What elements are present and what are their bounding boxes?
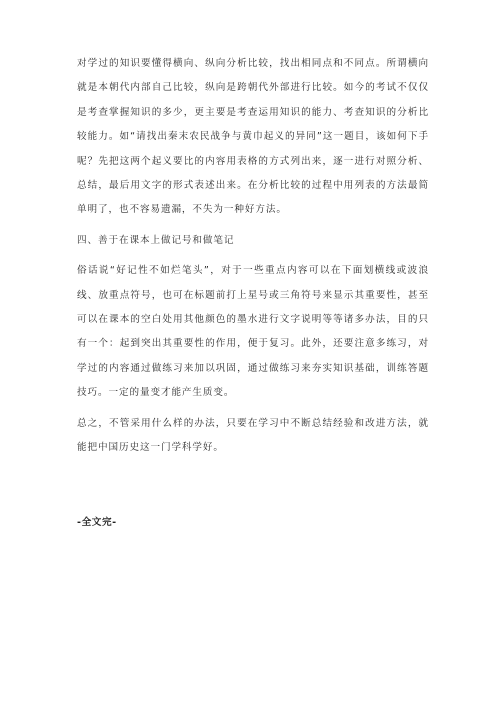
paragraph-conclusion: 总之，不管采用什么样的办法，只要在学习中不断总结经验和改进方法，就能把中国历史这一门学科学好。 <box>77 417 429 454</box>
document-body <box>77 52 429 461</box>
section-heading-notes: 四、善于在课本上做记号和做笔记 <box>77 234 235 246</box>
paragraph-comparison: 对学过的知识要懂得横向、纵向分析比较，找出相同点和不同点。所谓横向就是本朝代内部自己比较，纵向是跨朝代外部进行比较。如今的考试不仅仅是考查掌握知识的多少，更主要是考查运用知识的能力、考查知识的分析比较能力。如“请找出秦末农民战争与黄巾起义的异同”这一题目，该如何下手呢？先把这两个起义要比的内容用表格的方式列出来，逐一进行对照分析、总结，最后用文字的形式表述出来。在分析比较的过程中用列表的方法最简单明了，也不容易遗漏，不失为一种好方法。 <box>77 58 429 216</box>
end-of-document-mark: -全文完- <box>77 517 117 528</box>
paragraph-notes: 俗话说“好记性不如烂笔头”，对于一些重点内容可以在下面划横线或波浪线、放重点符号，也可在标题前打上星号或三角符号来显示其重要性，甚至可以在课本的空白处用其他颜色的墨水进行文字说明等等诸多办法，目的只有一个：起到突出其重要性的作用，便于复习。此外，还要注意多练习，对学过的内容通过做练习来加以巩固，通过做练习来夯实知识基础，训练答题技巧。一定的量变才能产生质变。 <box>77 265 429 399</box>
